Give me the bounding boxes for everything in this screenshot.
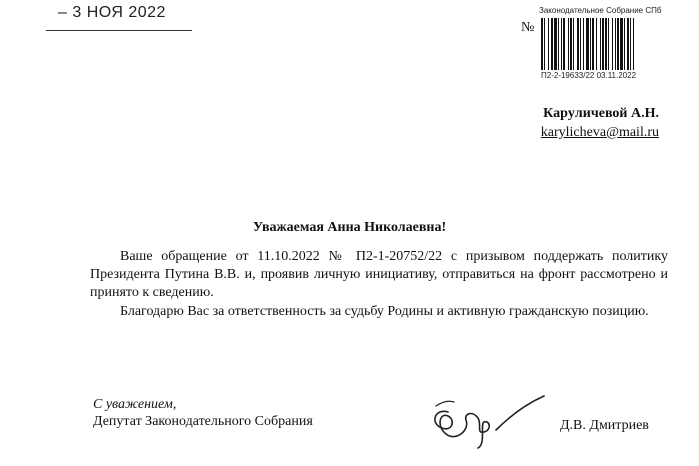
signer-name: Д.В. Дмитриев (560, 418, 649, 433)
salutation: Уважаемая Анна Николаевна! (252, 220, 447, 235)
registration-number-label: № (521, 20, 535, 35)
date-stamp: – 3 НОЯ 2022 (58, 4, 166, 21)
barcode-icon (541, 18, 667, 70)
body-paragraph-1: Ваше обращение от 11.10.2022 № П2-1-20752/22 с призывом поддержать политику Президента Путина В.В. и, проявив личную инициативу, отправиться на фронт рассмотрено и принято к сведению. (90, 249, 668, 300)
registration-stamp-organization: Законодательное Собрание СПб (539, 6, 662, 15)
recipient-name: Карyличевой А.Н. (543, 106, 659, 121)
signer-position: Депутат Законодательного Собрания (93, 414, 313, 429)
recipient-email-link[interactable]: karylicheva@mail.ru (540, 125, 659, 140)
handwritten-signature-icon (426, 390, 550, 452)
barcode-caption: П2-2-19633/22 03.11.2022 (541, 71, 637, 80)
date-underline (46, 30, 192, 31)
closing: С уважением, (93, 397, 177, 412)
body-paragraph-2: Благодарю Вас за ответственность за судьбу Родины и активную гражданскую позицию. (120, 304, 649, 319)
